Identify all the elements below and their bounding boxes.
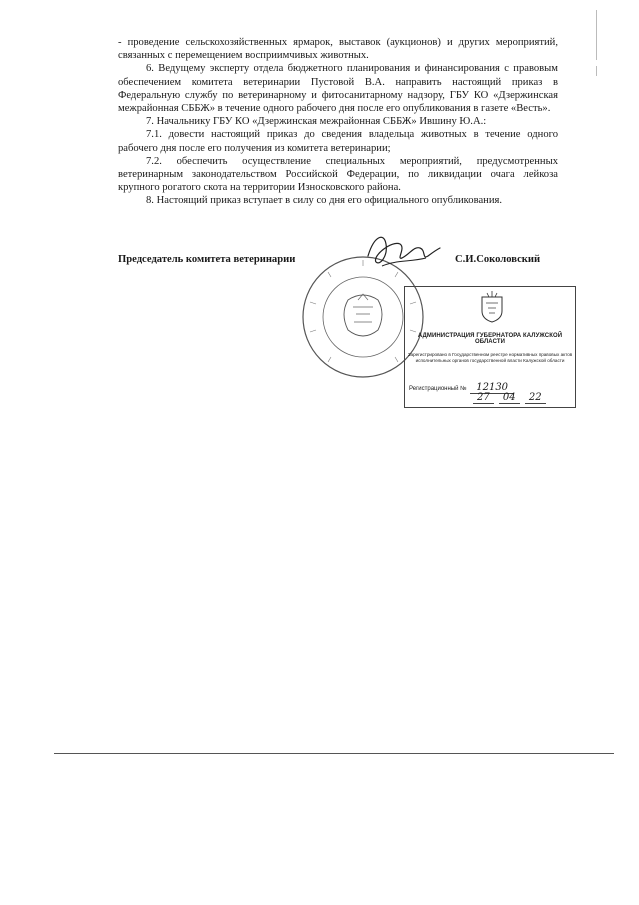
- signatory-name: С.И.Соколовский: [455, 254, 541, 265]
- paragraph-7-1: 7.1. довести настоящий приказ до сведения владельца животных в течение одного рабочего дня после его получения из комитета ветеринарии;: [118, 129, 558, 154]
- registration-number-value: 12130: [470, 382, 514, 394]
- document-body: [118, 36, 558, 208]
- registration-stamp: [404, 286, 576, 408]
- signatory-position: Председатель комитета ветеринарии: [118, 254, 296, 265]
- footer-divider: [54, 753, 614, 754]
- scan-edge-mark: [596, 66, 597, 76]
- paragraph-6: 6. Ведущему эксперту отдела бюджетного планирования и финансирования с правовым обеспечением комитета ветеринарии Пустовой В.А. направить настоящий приказ в Федеральную службу по ветеринарному и фитосанитарному надзору, ГБУ КО «Дзержинская межрайонная СББЖ» в течение одного рабочего дня после его опубликования в газете «Весть».: [118, 63, 558, 115]
- paragraph-fairs: - проведение сельскохозяйственных ярмарок, выставок (аукционов) и других мероприятий, связанных с перемещением восприимчивых животных.: [118, 37, 558, 62]
- handwritten-signature: [362, 226, 442, 276]
- registration-text: Зарегистрировано в Государственном реестре нормативных правовых актов исполнительных органов государственной власти Калужской области: [407, 352, 573, 363]
- coat-of-arms-icon: [479, 291, 505, 323]
- registration-header: АДМИНИСТРАЦИЯ ГУБЕРНАТОРА КАЛУЖСКОЙ ОБЛАСТИ: [417, 333, 563, 345]
- registration-date: [473, 392, 548, 403]
- paragraph-7: 7. Начальнику ГБУ КО «Дзержинская межрайонная СББЖ» Ившину Ю.А.:: [146, 116, 487, 128]
- paragraph-7-2: 7.2. обеспечить осуществление специальных мероприятий, предусмотренных ветеринарным законодательством Российской Федерации, по ликвидации очага лейкоза крупного рогатого скота на территории Износковского района.: [118, 155, 558, 194]
- registration-date-year: 22: [525, 392, 546, 404]
- scan-edge-mark: [596, 10, 597, 60]
- registration-date-month: 04: [499, 392, 520, 404]
- registration-number-label: Регистрационный №: [409, 386, 467, 392]
- paragraph-8: 8. Настоящий приказ вступает в силу со дня его официального опубликования.: [146, 195, 503, 207]
- registration-date-day: 27: [473, 392, 494, 404]
